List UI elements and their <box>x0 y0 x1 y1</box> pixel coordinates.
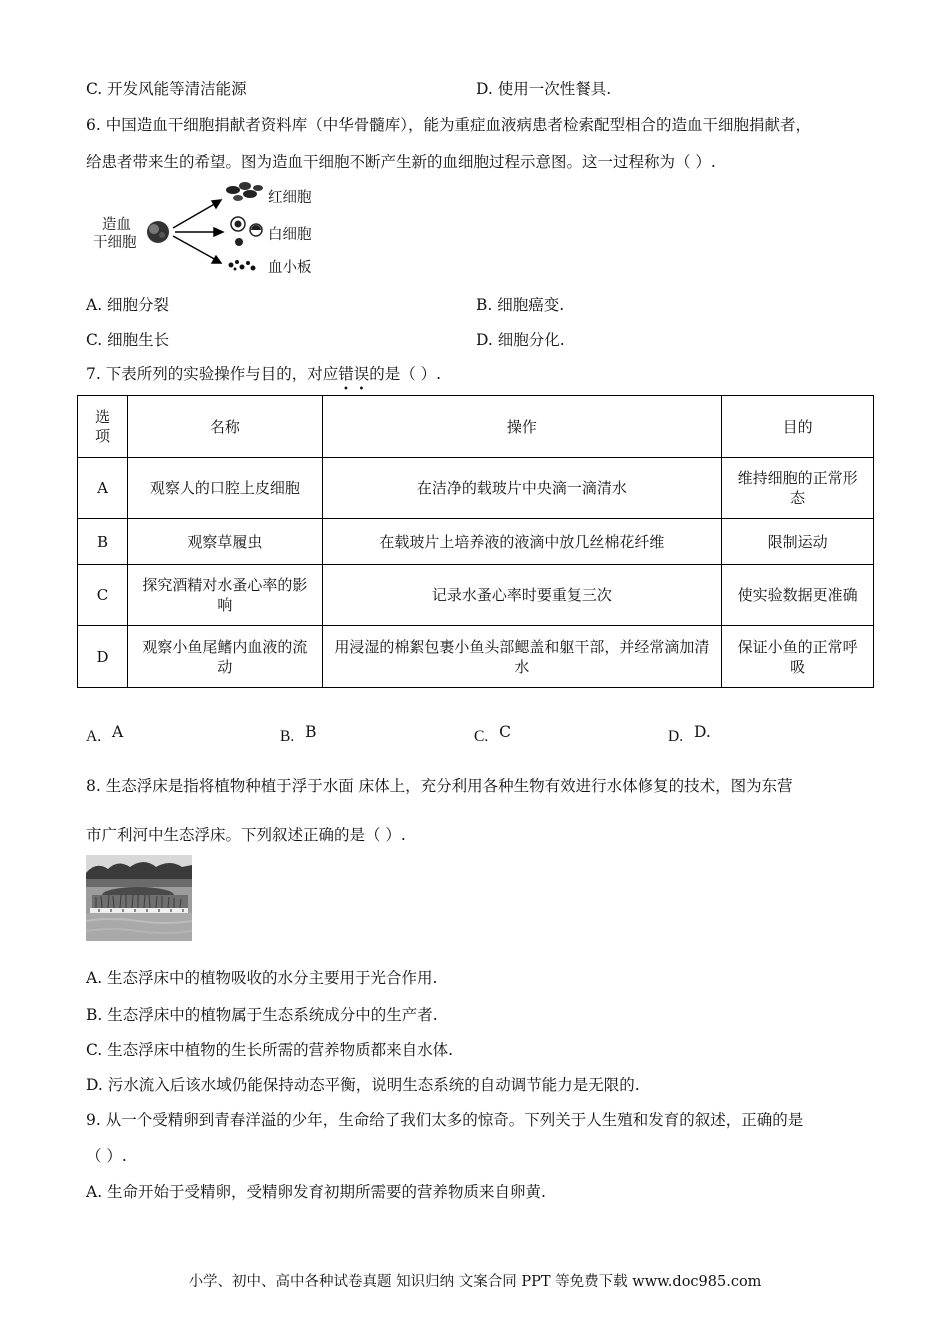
table-cell: 用浸湿的棉絮包裹小鱼头部鳃盖和躯干部，并经常滴加清水 <box>322 626 721 688</box>
q6-option-d: D. 细胞分化. <box>476 331 565 349</box>
table-cell: D <box>78 626 128 688</box>
header-operation: 操作 <box>322 396 721 458</box>
q9-option-a: A. 生命开始于受精卵，受精卵发育初期所需要的营养物质来自卵黄. <box>86 1183 546 1201</box>
table-row <box>78 519 874 565</box>
figure-target-white: 白细胞 <box>268 227 312 243</box>
figure-target-platelet: 血小板 <box>268 260 312 276</box>
table-cell: 使实验数据更准确 <box>722 565 874 626</box>
table-row <box>78 565 874 626</box>
q8-option-d: D. 污水流入后该水域仍能保持动态平衡，说明生态系统的自动调节能力是无限的. <box>86 1076 640 1094</box>
white-blood-cell-icon <box>231 217 262 246</box>
q7-stem-post: 的是（ ）. <box>369 365 442 383</box>
stem-cell-icon <box>147 221 169 243</box>
header-name: 名称 <box>127 396 322 458</box>
floating-bed-photo <box>86 855 192 941</box>
q6-option-a: A. 细胞分裂 <box>86 296 170 314</box>
figure-target-red: 红细胞 <box>268 190 312 206</box>
table-cell: 记录水蚤心率时要重复三次 <box>322 565 721 626</box>
table-cell: 观察小鱼尾鳍内血液的流动 <box>127 626 322 688</box>
table-cell: 探究酒精对水蚤心率的影响 <box>127 565 322 626</box>
figure-source-label-1: 造血 <box>102 217 131 233</box>
table-cell: 限制运动 <box>722 519 874 565</box>
option-value: C <box>499 723 512 741</box>
option-label: B. <box>280 728 295 745</box>
q6-option-b: B. 细胞癌变. <box>476 296 565 314</box>
q6-stem-line1: 6. 中国造血干细胞捐献者资料库（中华骨髓库），能为重症血液病患者检索配型相合的造血干细胞捐献者， <box>86 116 811 134</box>
q6-option-c: C. 细胞生长 <box>86 331 170 349</box>
table-cell: 保证小鱼的正常呼吸 <box>722 626 874 688</box>
q7-option-a <box>86 723 124 746</box>
differentiation-arrows <box>173 200 223 263</box>
table-header-row <box>78 396 874 458</box>
q7-stem-emphasis-1: 错 <box>338 365 354 383</box>
page-footer: 小学、初中、高中各种试卷真题 知识归纳 文案合同 PPT 等免费下载 www.doc985.com <box>188 1274 762 1290</box>
q8-stem-line2: 市广利河中生态浮床。下列叙述正确的是（ ）. <box>86 826 406 844</box>
option-value: D. <box>694 723 711 741</box>
table-cell: 观察草履虫 <box>127 519 322 565</box>
figure-source-label-2: 干细胞 <box>93 235 137 251</box>
q6-figure <box>90 180 340 280</box>
option-label: D. <box>668 728 684 745</box>
table-cell: B <box>78 519 128 565</box>
platelet-icon <box>229 260 256 271</box>
q9-stem-line2: （ ）. <box>86 1147 127 1165</box>
q7-stem-pre: 7. 下表所列的实验操作与目的，对应 <box>86 365 339 383</box>
q5-option-c: C. 开发风能等清洁能源 <box>86 80 247 98</box>
table-row <box>78 458 874 519</box>
option-label: A. <box>86 728 102 745</box>
q9-stem-line1: 9. 从一个受精卵到青春洋溢的少年，生命给了我们太多的惊奇。下列关于人生殖和发育的叙述，正确的是 <box>86 1111 804 1129</box>
red-blood-cell-icon <box>226 182 263 201</box>
q7-stem-emphasis-2: 误 <box>353 365 370 383</box>
option-label: C. <box>474 728 489 745</box>
header-option: 选项 <box>78 396 128 458</box>
q5-option-d: D. 使用一次性餐具. <box>476 80 612 98</box>
table-cell: 在载玻片上培养液的液滴中放几丝棉花纤维 <box>322 519 721 565</box>
table-cell: 在洁净的载玻片中央滴一滴清水 <box>322 458 721 519</box>
q7-stem <box>86 362 441 384</box>
table-row <box>78 626 874 688</box>
table-cell: 维持细胞的正常形态 <box>722 458 874 519</box>
option-value: A <box>112 723 124 741</box>
header-purpose: 目的 <box>722 396 874 458</box>
q6-stem-line2: 给患者带来生的希望。图为造血干细胞不断产生新的血细胞过程示意图。这一过程称为（ ）. <box>86 153 716 171</box>
q7-table <box>77 395 874 688</box>
q8-option-c: C. 生态浮床中植物的生长所需的营养物质都来自水体. <box>86 1041 454 1059</box>
q8-option-b: B. 生态浮床中的植物属于生态系统成分中的生产者. <box>86 1006 438 1024</box>
table-cell: 观察人的口腔上皮细胞 <box>127 458 322 519</box>
table-cell: A <box>78 458 128 519</box>
table-cell: C <box>78 565 128 626</box>
q8-option-a: A. 生态浮床中的植物吸收的水分主要用于光合作用. <box>86 969 438 987</box>
q8-stem-line1: 8. 生态浮床是指将植物种植于浮于水面 床体上，充分利用各种生物有效进行水体修复的技术，图为东营 <box>86 777 793 795</box>
q7-option-c <box>474 723 512 746</box>
option-value: B <box>305 723 317 741</box>
q7-option-d <box>668 723 711 746</box>
q7-option-b <box>280 723 317 746</box>
